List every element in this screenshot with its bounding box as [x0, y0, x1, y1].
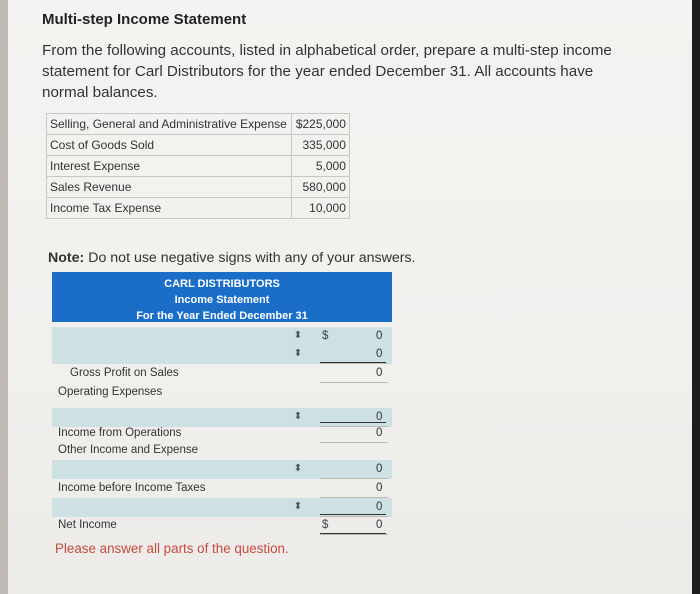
row-label: Net Income — [58, 519, 117, 531]
total-rule — [320, 422, 386, 423]
row-label: Operating Expenses — [58, 386, 163, 398]
note-label: Note: — [48, 250, 85, 266]
account-select-chevron-icon[interactable]: ⬍ — [293, 501, 303, 512]
account-name: Cost of Goods Sold — [47, 135, 292, 156]
row-label: Gross Profit on Sales — [70, 367, 179, 379]
table-row — [47, 177, 350, 198]
statement-row — [52, 460, 392, 479]
statement-period: For the Year Ended December 31 — [136, 310, 308, 322]
account-name: Interest Expense — [47, 156, 292, 177]
account-name: Sales Revenue — [47, 177, 292, 198]
total-rule — [320, 362, 386, 363]
statement-row — [52, 383, 392, 402]
account-name: Income Tax Expense — [47, 198, 292, 219]
amount-value: 0 — [376, 482, 383, 494]
statement-name: Income Statement — [174, 294, 270, 306]
table-row — [47, 135, 350, 156]
account-amount: 10,000 — [291, 198, 349, 219]
statement-row — [52, 479, 392, 498]
account-amount: 5,000 — [291, 156, 349, 177]
amount-value: 0 — [376, 427, 383, 439]
dollar-sign: $ — [322, 330, 329, 342]
warning-message: Please answer all parts of the question. — [55, 541, 289, 556]
account-amount: 335,000 — [291, 135, 349, 156]
left-edge — [0, 0, 8, 594]
right-edge — [692, 0, 700, 594]
amount-value: 0 — [376, 463, 383, 475]
dollar-sign: $ — [322, 519, 329, 531]
account-select-chevron-icon[interactable]: ⬍ — [293, 348, 303, 359]
accounts-table — [46, 113, 350, 219]
note-text: Do not use negative signs with any of your answers. — [84, 250, 416, 266]
company-name: CARL DISTRIBUTORS — [164, 278, 280, 290]
statement-row — [52, 364, 392, 383]
row-label: Income before Income Taxes — [58, 482, 206, 494]
amount-value: 0 — [376, 519, 383, 531]
amount-value: 0 — [376, 330, 383, 342]
question-title: Multi-step Income Statement — [42, 11, 247, 28]
account-amount: $225,000 — [291, 114, 349, 135]
row-label: Other Income and Expense — [58, 444, 198, 456]
statement-row — [52, 441, 392, 460]
statement-header — [52, 272, 392, 322]
account-select-chevron-icon[interactable]: ⬍ — [293, 330, 303, 341]
total-rule — [320, 514, 386, 515]
total-rule — [320, 533, 386, 534]
question-instructions: From the following accounts, listed in alphabetical order, prepare a multi-step income statement for Carl Distributors for the year ended December 31. All accounts have normal balances. — [42, 42, 612, 101]
account-amount: 580,000 — [291, 177, 349, 198]
account-select-chevron-icon[interactable]: ⬍ — [293, 411, 303, 422]
account-select-chevron-icon[interactable]: ⬍ — [293, 463, 303, 474]
row-label: Income from Operations — [58, 427, 182, 439]
table-row — [47, 198, 350, 219]
statement-row — [52, 327, 392, 346]
amount-value: 0 — [376, 367, 383, 379]
amount-value: 0 — [376, 501, 383, 513]
amount-value: 0 — [376, 348, 383, 360]
note — [48, 250, 415, 266]
table-row — [47, 156, 350, 177]
table-row — [47, 114, 350, 135]
amount-value: 0 — [376, 411, 383, 423]
account-name: Selling, General and Administrative Expense — [47, 114, 292, 135]
